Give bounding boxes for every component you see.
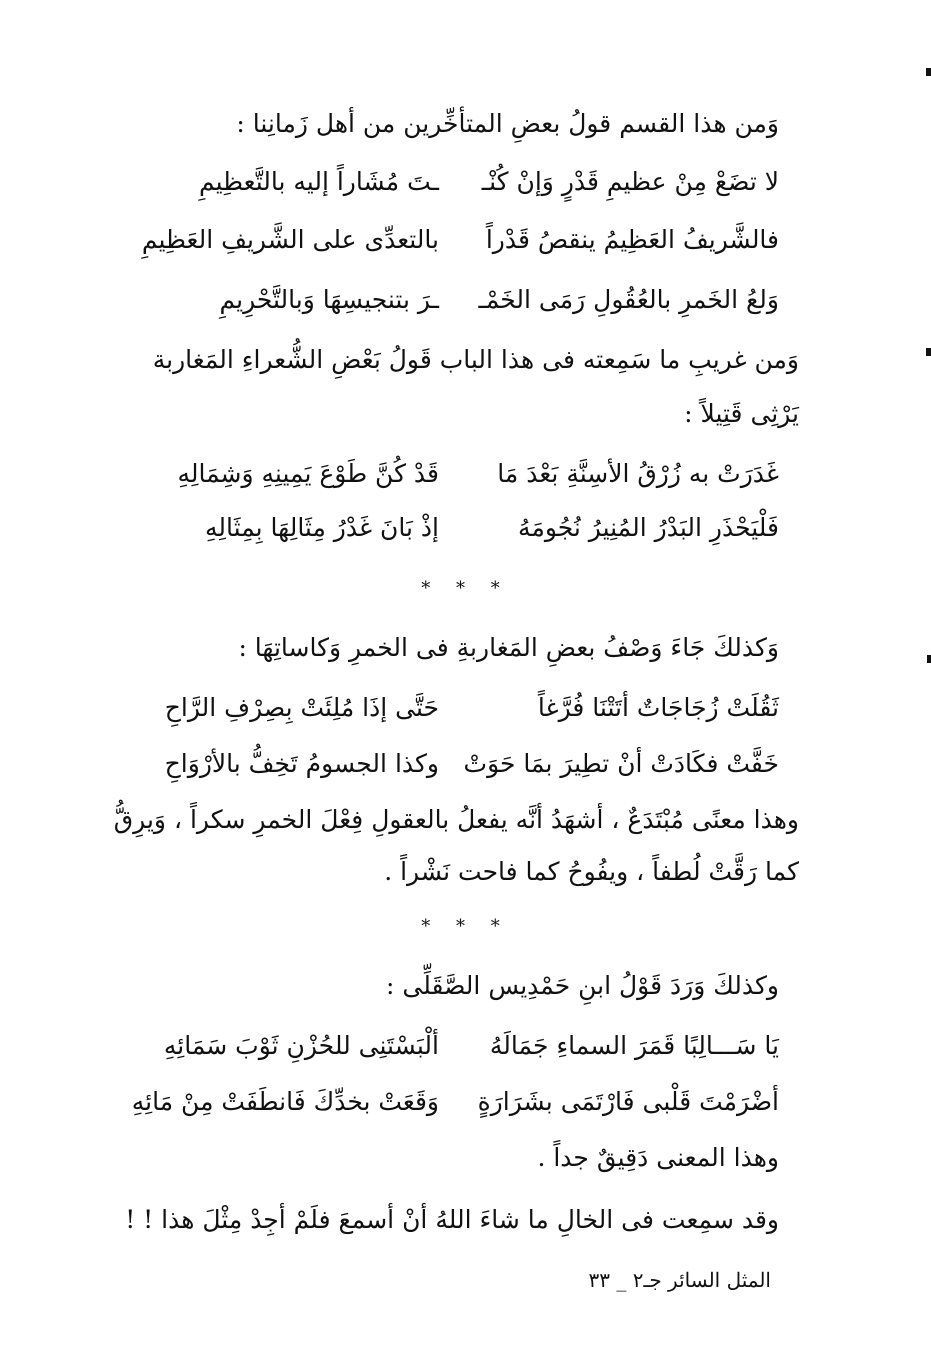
prose-line: وَكذلكَ جَاءَ وَصْفُ بعضِ المَغاربةِ فى الخمرِ وَكاساتِهَا :	[238, 633, 779, 662]
second-hemistich: وكذا الجسومُ تَخِفُّ بالأرْوَاحِ	[164, 749, 439, 778]
prose-line: كما رَقَّتْ لُطفاً ، ويفُوحُ كما فاحت نَشْراً .	[384, 857, 799, 886]
first-hemistich: وَلعُ الخَمرِ بالعُقُولِ رَمَى الخَمْـ	[478, 285, 779, 314]
second-hemistich: بالتعدِّى على الشَّريفِ العَظِيمِ	[141, 225, 439, 254]
margin-mark	[926, 348, 931, 356]
section-separator: * * *	[421, 578, 510, 599]
margin-mark	[926, 68, 931, 76]
second-hemistich: وَقَعَتْ بخدِّكَ فَانطَفَتْ مِنْ مَائِهِ	[131, 1087, 439, 1116]
prose-line: وكذلكَ وَرَدَ قَوْلُ ابنِ حَمْدِيس الصَّقَلِّى :	[386, 971, 779, 1000]
first-hemistich: أضْرَمْتَ قَلْبى فَارْتَمَى بشَرَارَةٍ	[477, 1087, 779, 1116]
second-hemistich: ـتَ مُشَاراً إليه بالتَّعظِيمِ	[198, 167, 439, 196]
second-hemistich: ـرَ بتنجيسِهَا وَبالتَّحْرِيمِ	[219, 285, 439, 314]
second-hemistich: قَدْ كُنَّ طَوْعَ يَمِينِهِ وَشِمَالِهِ	[177, 459, 439, 488]
first-hemistich: خَفَّتْ فكَادَتْ أنْ تطِيرَ بمَا حَوَتْ	[463, 749, 779, 778]
prose-line: وقد سمِعت فى الخالِ ما شاءَ اللهُ أنْ أسمعَ فلَمْ أجِدْ مِثْلَ هذا ! !	[125, 1205, 779, 1234]
prose-line: وهذا معنًى مُبْتَدَعٌ ، أشهَدُ أنَّه يفعلُ بالعقولِ فِعْلَ الخمرِ سكراً ، وَيرِقُّ	[113, 805, 799, 834]
second-hemistich: إذْ بَانَ غَدْرُ مِثَالِهَا بِمِثَالِهِ	[205, 513, 439, 542]
prose-line: وهذا المعنى دَقِيقٌ جداً .	[537, 1143, 779, 1172]
second-hemistich: حَتَّى إذَا مُلِئَتْ بِصِرْفِ الرَّاحِ	[164, 693, 439, 722]
prose-line: يَرْثِى قَتِيلاً :	[684, 399, 799, 428]
first-hemistich: يَا سَـــالِبًا قَمَرَ السماءِ جَمَالَهُ	[489, 1031, 779, 1060]
section-separator: * * *	[421, 916, 510, 937]
page-footer: المثل السائر جـ٢ _ ٣٣	[588, 1268, 771, 1292]
first-hemistich: فالشَّريفُ العَظِيمُ ينقصُ قَدْراً	[485, 225, 779, 254]
margin-mark	[927, 655, 931, 663]
first-hemistich: ثَقُلَتْ زُجَاجَاتٌ أتَتْنَا فُرَّغاً	[537, 693, 779, 722]
prose-line: وَمن هذا القسم قولُ بعضِ المتأخِّرين من أهل زَمانِنا :	[236, 109, 779, 138]
first-hemistich: لا تضَعْ مِنْ عظيمِ قَدْرٍ وَإنْ كُنْـ	[481, 167, 779, 196]
second-hemistich: ألْبَسْتَنِى للحُزْنِ ثَوْبَ سَمَائِهِ	[163, 1031, 439, 1060]
prose-line: وَمن غريبِ ما سَمِعته فى هذا الباب قَولُ بَعْضِ الشُّعراءِ المَغاربة	[152, 345, 799, 374]
first-hemistich: فَلْيَحْذَرِ البَدْرُ المُنِيرُ نُجُومَهُ	[518, 513, 779, 542]
first-hemistich: غَدَرَتْ به زُرْقُ الأسِنَّةِ بَعْدَ مَا	[497, 459, 779, 488]
